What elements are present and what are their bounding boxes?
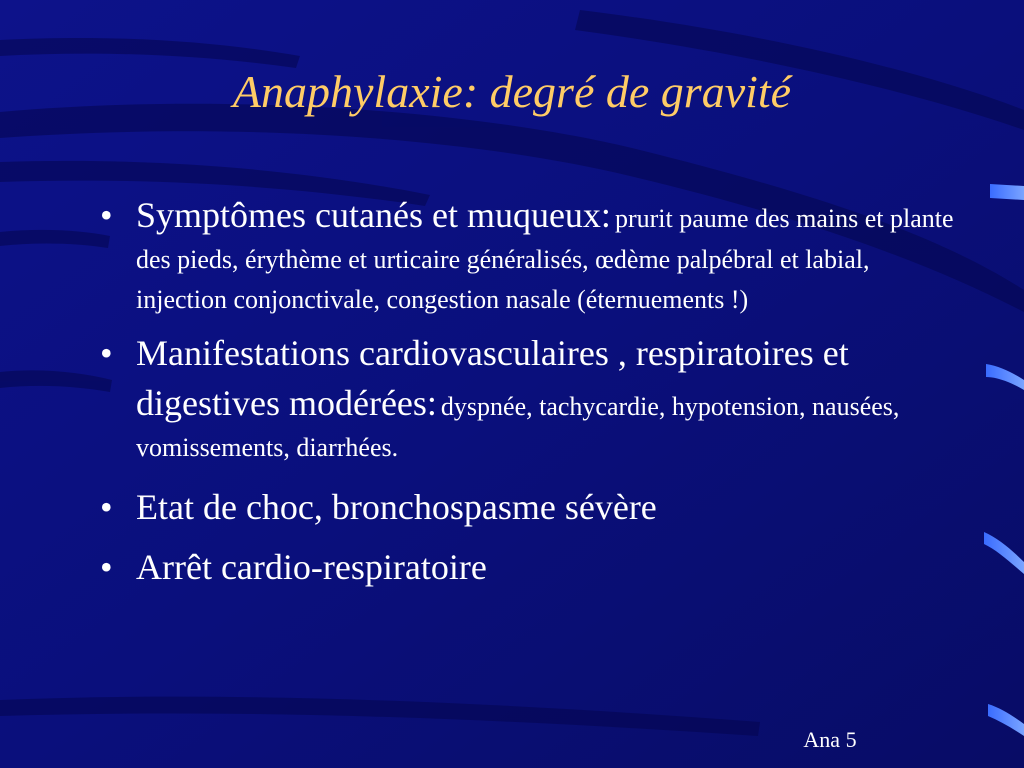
bullet-detail-text: dyspnée, tachycardie, hypotension, nausées, vomissements, diarrhées. [136, 392, 900, 462]
slide-footer-label: Ana 5 [803, 727, 857, 752]
bullet-dot: • [100, 487, 113, 527]
bullet-dot: • [100, 195, 113, 235]
slide-title: Anaphylaxie: degré de gravité [232, 66, 792, 117]
bullet-item [96, 542, 956, 592]
bullet-dot: • [100, 547, 113, 587]
bullet-dot: • [100, 333, 113, 373]
bullet-detail-text: prurit paume des mains et plante des pieds, érythème et urticaire généralisés, œdème palpébral et labial, injection conjonctivale, congestion nasale (éternuements !) [136, 204, 954, 314]
bullet-lead-text: Symptômes cutanés et muqueux: [136, 195, 611, 235]
bullet-lead-text: Manifestations cardiovasculaires , respiratoires et digestives modérées: [136, 333, 849, 423]
bullet-item [96, 190, 956, 320]
bullet-item [96, 328, 956, 468]
bullet-list [96, 190, 956, 592]
bullet-lead-text: Etat de choc, bronchospasme sévère [136, 487, 657, 527]
bullet-item [96, 482, 956, 532]
bullet-lead-text: Arrêt cardio-respiratoire [136, 547, 487, 587]
